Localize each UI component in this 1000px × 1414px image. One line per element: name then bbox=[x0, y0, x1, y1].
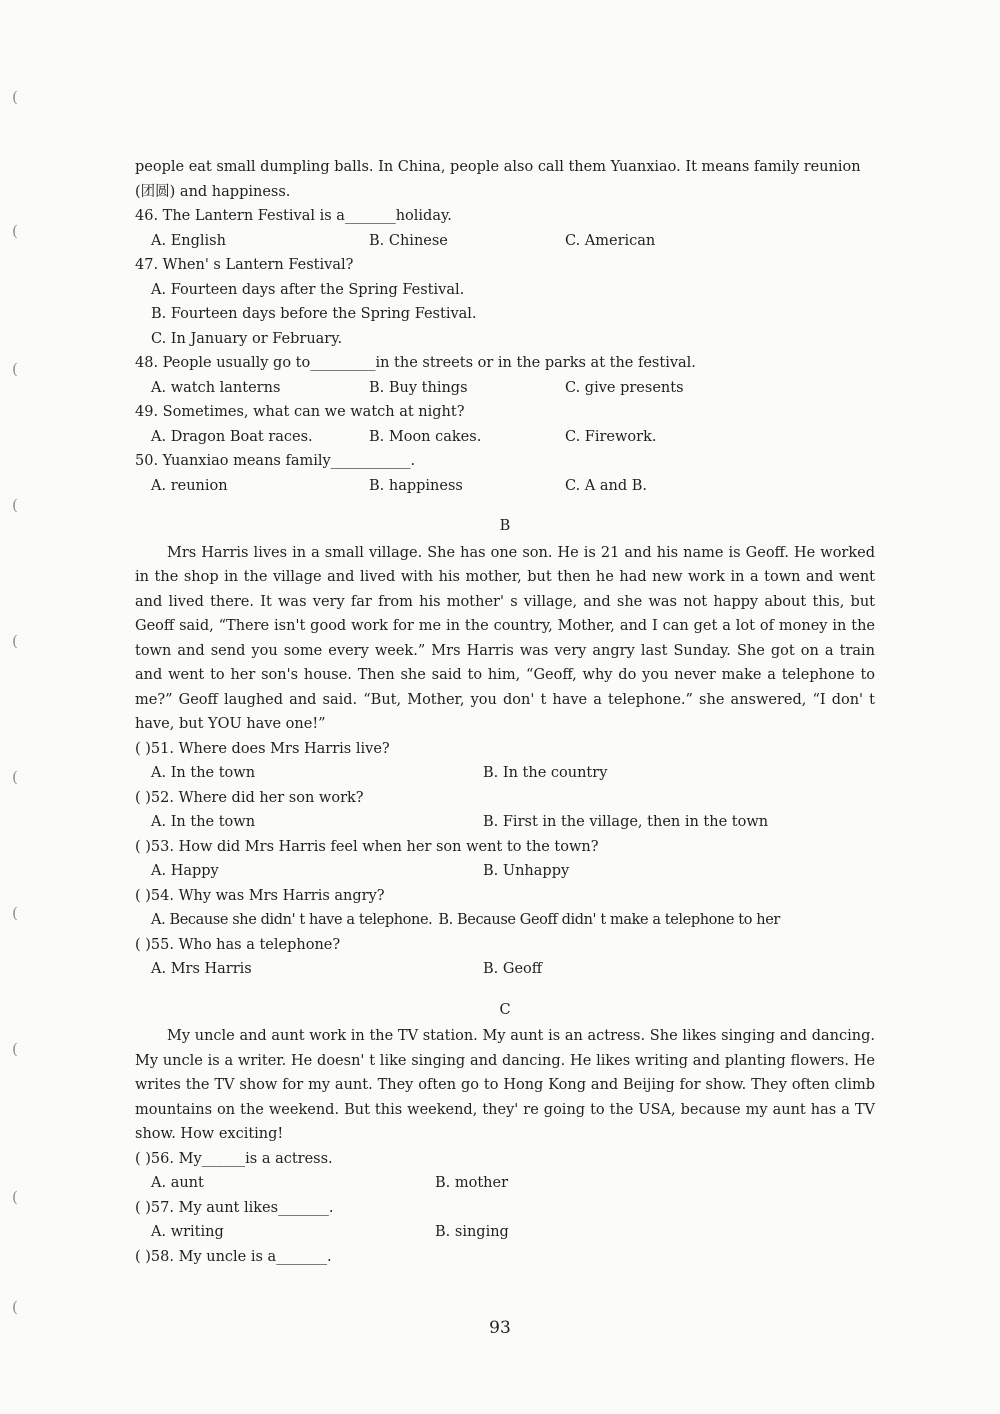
option-b[interactable]: B. happiness bbox=[369, 477, 463, 494]
question-49 bbox=[135, 400, 875, 449]
question-54 bbox=[135, 884, 875, 933]
answer-options bbox=[135, 1171, 875, 1196]
answer-options bbox=[135, 376, 875, 401]
option-b[interactable]: B. Fourteen days before the Spring Festival. bbox=[151, 306, 477, 322]
answer-options bbox=[135, 425, 875, 450]
question-48 bbox=[135, 351, 875, 400]
option-b[interactable]: B. Moon cakes. bbox=[369, 428, 482, 445]
answer-options bbox=[135, 229, 875, 254]
margin-mark: ( bbox=[12, 1188, 18, 1206]
question-stem: 50. Yuanxiao means family___________. bbox=[135, 453, 416, 469]
option-b[interactable]: B. Chinese bbox=[369, 232, 448, 249]
question-57 bbox=[135, 1196, 875, 1245]
passage-line: people eat small dumpling balls. In China, people also call them Yuanxiao. It means family reunion bbox=[135, 159, 861, 175]
margin-mark: ( bbox=[12, 1298, 18, 1316]
option-b[interactable]: B. First in the village, then in the town bbox=[483, 814, 769, 830]
option-b[interactable]: B. Buy things bbox=[369, 379, 468, 396]
question-stem: ( )51. Where does Mrs Harris live? bbox=[135, 740, 390, 757]
binding-margin-marks bbox=[12, 0, 26, 1414]
page-number: 93 bbox=[489, 1318, 511, 1338]
question-stem: ( )52. Where did her son work? bbox=[135, 789, 364, 806]
option-b[interactable]: B. Geoff bbox=[483, 961, 543, 977]
question-stem: ( )56. My______is a actress. bbox=[135, 1150, 333, 1167]
option-c[interactable]: C. American bbox=[565, 232, 656, 249]
margin-mark: ( bbox=[12, 632, 18, 650]
question-56 bbox=[135, 1147, 875, 1196]
question-53 bbox=[135, 835, 875, 884]
question-stem: 49. Sometimes, what can we watch at night? bbox=[135, 404, 465, 420]
answer-options bbox=[135, 859, 875, 884]
question-stem: ( )58. My uncle is a_______. bbox=[135, 1248, 332, 1265]
option-b[interactable]: B. Unhappy bbox=[483, 863, 570, 879]
option-a[interactable]: A. Mrs Harris bbox=[151, 961, 252, 977]
margin-mark: ( bbox=[12, 222, 18, 240]
option-a[interactable]: A. Happy bbox=[151, 863, 219, 879]
option-b[interactable]: B. Because Geoff didn' t make a telephone to her bbox=[438, 912, 780, 928]
answer-options bbox=[135, 957, 875, 982]
margin-mark: ( bbox=[12, 904, 18, 922]
question-52 bbox=[135, 786, 875, 835]
question-58 bbox=[135, 1245, 875, 1270]
question-50 bbox=[135, 449, 875, 498]
option-c[interactable]: C. give presents bbox=[565, 379, 684, 396]
question-55 bbox=[135, 933, 875, 982]
option-a[interactable]: A. aunt bbox=[151, 1175, 204, 1191]
option-c[interactable]: C. A and B. bbox=[565, 477, 648, 494]
option-a[interactable]: A. English bbox=[151, 232, 226, 249]
answer-options bbox=[135, 1220, 875, 1245]
question-stem: ( )57. My aunt likes_______. bbox=[135, 1199, 334, 1216]
question-stem: ( )53. How did Mrs Harris feel when her son went to the town? bbox=[135, 838, 599, 855]
option-a[interactable]: A. Dragon Boat races. bbox=[151, 428, 313, 445]
section-c-passage: My uncle and aunt work in the TV station. My aunt is an actress. She likes singing and dancing. My uncle is a writer. He doesn' t like singing and dancing. He likes writing and planting flowers. He writes the TV show for my aunt. They often go to Hong Kong and Beijing for show. They often climb mountains on the weekend. But this weekend, they' re going to the USA, because my aunt has a TV show. How exciting! bbox=[135, 1028, 875, 1142]
margin-mark: ( bbox=[12, 1040, 18, 1058]
option-c[interactable]: C. Firework. bbox=[565, 428, 657, 445]
passage-line: (团圆) and happiness. bbox=[135, 183, 291, 200]
option-a[interactable]: A. watch lanterns bbox=[151, 379, 281, 396]
margin-mark: ( bbox=[12, 768, 18, 786]
question-47 bbox=[135, 253, 875, 351]
question-51 bbox=[135, 737, 875, 786]
option-a[interactable]: A. In the town bbox=[151, 814, 256, 830]
margin-mark: ( bbox=[12, 496, 18, 514]
question-46 bbox=[135, 204, 875, 253]
margin-mark: ( bbox=[12, 88, 18, 106]
answer-options bbox=[135, 474, 875, 499]
answer-options bbox=[135, 810, 875, 835]
option-b[interactable]: B. mother bbox=[435, 1175, 509, 1191]
margin-mark: ( bbox=[12, 360, 18, 378]
passage-a-tail bbox=[135, 155, 875, 204]
worksheet-page bbox=[135, 155, 875, 1269]
section-b-heading: B bbox=[499, 518, 511, 534]
answer-options bbox=[135, 908, 875, 933]
option-b[interactable]: B. singing bbox=[435, 1224, 509, 1240]
answer-options bbox=[135, 761, 875, 786]
question-stem: 47. When' s Lantern Festival? bbox=[135, 257, 354, 273]
option-a[interactable]: A. writing bbox=[151, 1224, 224, 1240]
question-stem: 48. People usually go to_________in the streets or in the parks at the festival. bbox=[135, 355, 696, 371]
option-a[interactable]: A. In the town bbox=[151, 765, 256, 781]
option-a[interactable]: A. Fourteen days after the Spring Festival. bbox=[151, 281, 465, 298]
section-c-heading: C bbox=[499, 1001, 511, 1018]
question-stem: ( )54. Why was Mrs Harris angry? bbox=[135, 887, 385, 904]
option-b[interactable]: B. In the country bbox=[483, 765, 608, 781]
section-b-passage: Mrs Harris lives in a small village. She has one son. He is 21 and his name is Geoff. He worked in the shop in the village and lived with his mother, but then he had new work in a town and went and lived there. It was very far from his mother' s village, and she was not happy about this, but Geoff said, “There isn't good work for me in the country, Mother, and I can get a lot of money in the town and send you some every week.” Mrs Harris was very angry last Sunday. She got on a train and went to her son's house. Then she said to him, “Geoff, why do you never make a telephone to me?” Geoff laughed and said. “But, Mother, you don' t have a telephone.” she answered, “I don' t have, but YOU have one!” bbox=[135, 544, 875, 732]
option-a[interactable]: A. reunion bbox=[151, 477, 228, 494]
option-c[interactable]: C. In January or February. bbox=[151, 330, 343, 347]
question-stem: 46. The Lantern Festival is a_______holiday. bbox=[135, 208, 452, 224]
option-a[interactable]: A. Because she didn' t have a telephone. bbox=[151, 912, 433, 928]
question-stem: ( )55. Who has a telephone? bbox=[135, 936, 341, 953]
